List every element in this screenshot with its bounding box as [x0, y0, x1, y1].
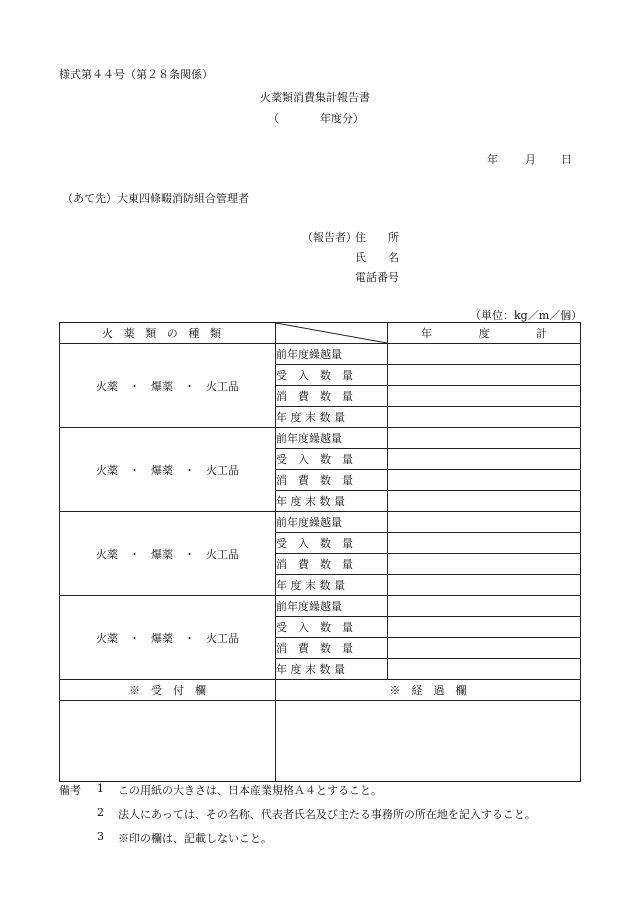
note-number: 1	[97, 782, 104, 795]
fiscal-year-open: （	[268, 112, 279, 125]
reporter-address: 住 所	[355, 231, 399, 244]
value-cell[interactable]	[388, 428, 581, 449]
value-cell[interactable]	[388, 449, 581, 470]
consumption-table	[59, 322, 581, 782]
item-consumed: 消 費 数 量	[276, 638, 388, 659]
header-year-total: 年 度 計	[388, 323, 581, 344]
reporter-label: （報告者）	[302, 231, 357, 244]
unit-note: （単位：kg／m／個）	[470, 309, 583, 322]
value-cell[interactable]	[388, 659, 581, 680]
reporter-name: 氏 名	[355, 251, 399, 264]
item-received: 受 入 数 量	[276, 617, 388, 638]
date-year: 年	[487, 153, 498, 166]
item-received: 受 入 数 量	[276, 449, 388, 470]
header-type-column: 火 薬 類 の 種 類	[60, 323, 276, 344]
note-text: ※印の欄は、記載しないこと。	[118, 832, 272, 845]
reception-box[interactable]	[60, 701, 276, 782]
item-consumed: 消 費 数 量	[276, 470, 388, 491]
item-received: 受 入 数 量	[276, 365, 388, 386]
note-number: 3	[97, 830, 104, 843]
note-text: この用紙の大きさは、日本産業規格Ａ４とすること。	[118, 784, 382, 797]
value-cell[interactable]	[388, 491, 581, 512]
value-cell[interactable]	[388, 533, 581, 554]
item-year-end: 年 度 末 数 量	[276, 575, 388, 596]
category-cell: 火薬 ・ 爆薬 ・ 火工品	[60, 344, 276, 428]
note-number: 2	[97, 806, 104, 819]
fiscal-year-suffix: 年度分）	[320, 112, 364, 125]
reporter-phone: 電話番号	[355, 271, 399, 284]
item-carryover: 前年度繰越量	[276, 344, 388, 365]
addressee: （あて先）大東四條畷消防組合管理者	[62, 192, 249, 205]
value-cell[interactable]	[388, 638, 581, 659]
category-cell: 火薬 ・ 爆薬 ・ 火工品	[60, 428, 276, 512]
item-carryover: 前年度繰越量	[276, 512, 388, 533]
form-number: 様式第４４号（第２８条関係）	[59, 68, 213, 81]
item-consumed: 消 費 数 量	[276, 554, 388, 575]
reception-column-header: ※ 受 付 欄	[60, 680, 276, 701]
value-cell[interactable]	[388, 365, 581, 386]
value-cell[interactable]	[388, 407, 581, 428]
item-received: 受 入 数 量	[276, 533, 388, 554]
value-cell[interactable]	[388, 596, 581, 617]
header-diagonal-cell	[276, 323, 388, 344]
date-day: 日	[561, 153, 572, 166]
item-carryover: 前年度繰越量	[276, 596, 388, 617]
note-text: 法人にあっては、その名称、代表者氏名及び主たる事務所の所在地を記入すること。	[118, 808, 536, 821]
item-consumed: 消 費 数 量	[276, 386, 388, 407]
notes-label: 備考	[59, 784, 81, 797]
item-year-end: 年 度 末 数 量	[276, 491, 388, 512]
value-cell[interactable]	[388, 617, 581, 638]
item-year-end: 年 度 末 数 量	[276, 407, 388, 428]
item-carryover: 前年度繰越量	[276, 428, 388, 449]
value-cell[interactable]	[388, 470, 581, 491]
date-month: 月	[525, 153, 536, 166]
progress-column-header: ※ 経 過 欄	[276, 680, 581, 701]
category-cell: 火薬 ・ 爆薬 ・ 火工品	[60, 596, 276, 680]
item-year-end: 年 度 末 数 量	[276, 659, 388, 680]
value-cell[interactable]	[388, 554, 581, 575]
value-cell[interactable]	[388, 512, 581, 533]
progress-box[interactable]	[276, 701, 581, 782]
value-cell[interactable]	[388, 575, 581, 596]
document-title: 火薬類消費集計報告書	[260, 91, 370, 104]
value-cell[interactable]	[388, 344, 581, 365]
value-cell[interactable]	[388, 386, 581, 407]
category-cell: 火薬 ・ 爆薬 ・ 火工品	[60, 512, 276, 596]
